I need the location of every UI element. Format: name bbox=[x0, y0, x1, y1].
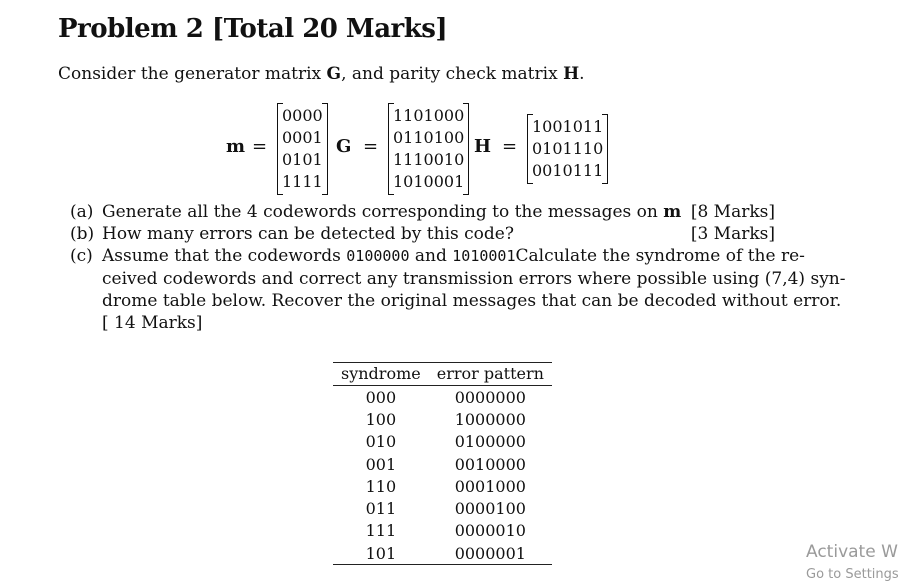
intro-middle: , and parity check matrix bbox=[341, 64, 564, 84]
question-a-body: Generate all the 4 codewords corresponding to the messages on bbox=[102, 202, 664, 222]
codeword-1: 0100000 bbox=[346, 247, 410, 265]
error-pattern-cell: 0000100 bbox=[454, 499, 526, 519]
matrix-row: 0110100 bbox=[393, 128, 465, 147]
g-label: G bbox=[336, 136, 352, 157]
syndrome-cell: 010 bbox=[365, 432, 397, 452]
header-syndrome: syndrome bbox=[333, 363, 429, 386]
question-b-text: How many errors can be detected by this code? bbox=[102, 224, 514, 244]
question-a-marks: [8 Marks] bbox=[690, 202, 775, 222]
matrix-row: 0010111 bbox=[532, 161, 604, 180]
h-matrix bbox=[527, 114, 608, 184]
error-pattern-cell: 0000001 bbox=[429, 542, 552, 565]
syndrome-cell: 111 bbox=[365, 521, 397, 541]
g-matrix bbox=[388, 103, 469, 195]
question-b-label: (b) bbox=[70, 224, 95, 244]
h-equals: = bbox=[502, 136, 518, 157]
matrix-row: 1110010 bbox=[393, 150, 465, 169]
problem-title: Problem 2 [Total 20 Marks] bbox=[58, 14, 448, 44]
question-a-text bbox=[102, 202, 681, 222]
m-label: m bbox=[226, 136, 246, 157]
question-a-label: (a) bbox=[70, 202, 94, 222]
question-c-line3: drome table below. Recover the original messages that can be decoded without error. bbox=[102, 291, 842, 311]
table-row bbox=[333, 431, 552, 453]
table-row bbox=[333, 542, 552, 565]
intro-h-symbol: H bbox=[563, 64, 580, 84]
error-pattern-cell: 1000000 bbox=[454, 409, 526, 429]
codeword-2: 1010001 bbox=[452, 247, 516, 265]
syndrome-cell: 100 bbox=[365, 409, 397, 429]
g-equals: = bbox=[363, 136, 379, 157]
question-c-line2: ceived codewords and correct any transmission errors where possible using (7,4) syn- bbox=[102, 269, 846, 289]
header-error-pattern: error pattern bbox=[429, 363, 552, 386]
table-row bbox=[333, 475, 552, 497]
matrix-row: 1010001 bbox=[393, 172, 465, 191]
question-c-marks: [ 14 Marks] bbox=[102, 313, 203, 333]
table-row bbox=[333, 453, 552, 475]
m-equals: = bbox=[252, 136, 268, 157]
matrix-row: 1111 bbox=[282, 172, 323, 191]
table-row bbox=[333, 497, 552, 519]
intro-prefix: Consider the generator matrix bbox=[58, 64, 327, 84]
error-pattern-cell: 0100000 bbox=[454, 432, 526, 452]
error-pattern-cell: 0010000 bbox=[454, 454, 526, 474]
matrix-row: 0001 bbox=[282, 128, 323, 147]
table-row bbox=[333, 386, 552, 409]
intro-suffix: . bbox=[579, 64, 585, 84]
table-row bbox=[333, 520, 552, 542]
matrix-row: 0101 bbox=[282, 150, 323, 169]
matrix-row: 1101000 bbox=[393, 106, 465, 125]
error-pattern-cell: 0000010 bbox=[454, 521, 526, 541]
error-pattern-cell: 0000000 bbox=[454, 387, 526, 407]
question-c-post: Calculate the syndrome of the re- bbox=[515, 246, 805, 266]
table-header-row bbox=[333, 363, 552, 386]
syndrome-cell: 101 bbox=[333, 542, 429, 565]
syndrome-cell: 000 bbox=[365, 387, 397, 407]
activate-windows-text: Activate W bbox=[806, 542, 898, 562]
intro-g-symbol: G bbox=[326, 64, 342, 84]
m-matrix bbox=[277, 103, 328, 195]
syndrome-cell: 011 bbox=[365, 499, 397, 519]
intro-text bbox=[58, 64, 585, 84]
question-c-label: (c) bbox=[70, 246, 93, 266]
question-c-and: and bbox=[409, 246, 453, 266]
syndrome-cell: 110 bbox=[365, 476, 397, 496]
error-pattern-cell: 0001000 bbox=[454, 476, 526, 496]
question-a-m-symbol: m bbox=[663, 202, 682, 222]
syndrome-table bbox=[333, 362, 552, 565]
table-row bbox=[333, 408, 552, 430]
question-c-line1 bbox=[102, 246, 805, 266]
matrix-row: 0000 bbox=[282, 106, 323, 125]
h-label: H bbox=[474, 136, 492, 157]
matrix-row: 0101110 bbox=[532, 139, 604, 158]
syndrome-cell: 001 bbox=[365, 454, 397, 474]
go-to-settings-text: Go to Settings bbox=[806, 567, 899, 582]
matrix-row: 1001011 bbox=[532, 117, 604, 136]
question-b-marks: [3 Marks] bbox=[690, 224, 775, 244]
question-c-pre: Assume that the codewords bbox=[102, 246, 347, 266]
